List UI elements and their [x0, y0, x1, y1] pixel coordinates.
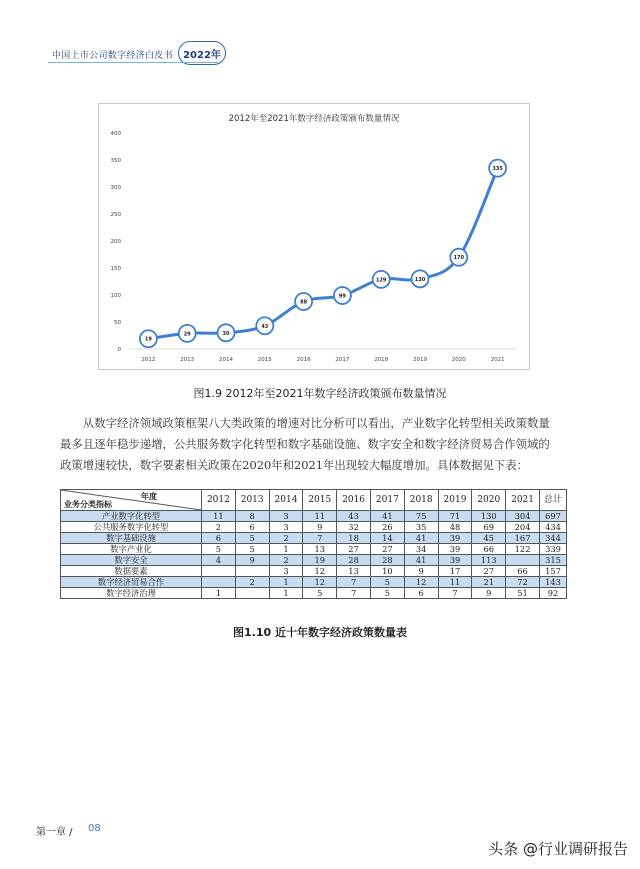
table-cell: 1: [269, 544, 303, 555]
table-cell: 6: [235, 522, 269, 533]
row-total: 315: [539, 555, 566, 566]
table-corner-cell: [61, 490, 202, 511]
y-tick-label: 50: [114, 320, 121, 326]
data-label: 43: [261, 323, 269, 330]
table-cell: 66: [506, 566, 540, 577]
table-cell: 43: [337, 511, 371, 522]
row-total: 92: [539, 588, 566, 599]
table-cell: 27: [370, 544, 404, 555]
table-cell: 3: [269, 522, 303, 533]
x-tick-label: 2014: [219, 357, 233, 363]
data-label: 130: [414, 276, 426, 283]
table-cell: 3: [269, 511, 303, 522]
x-tick-label: 2020: [451, 357, 466, 363]
table-cell: 72: [506, 577, 540, 588]
row-total: 697: [539, 511, 566, 522]
year-header: 2016: [337, 490, 371, 511]
table-cell: 130: [472, 511, 506, 522]
y-tick-label: 250: [110, 212, 121, 218]
watermark: 头条 @行业调研报告: [488, 840, 628, 858]
data-label: 335: [492, 166, 503, 173]
table-cell: 10: [370, 566, 404, 577]
table-cell: 18: [337, 533, 371, 544]
y-tick-label: 350: [110, 158, 121, 164]
corner-year-label: 年度: [141, 491, 157, 501]
row-category: 数字经济治理: [61, 588, 202, 599]
y-tick-label: 300: [110, 185, 121, 191]
table-cell: 21: [472, 577, 506, 588]
table-cell: 13: [337, 566, 371, 577]
data-label: 99: [338, 293, 346, 300]
table-cell: 5: [235, 533, 269, 544]
year-header: 2015: [303, 490, 337, 511]
table-cell: 41: [404, 533, 438, 544]
table-cell: 75: [404, 511, 438, 522]
table-cell: 7: [337, 577, 371, 588]
table-cell: 48: [438, 522, 472, 533]
year-header: 2014: [269, 490, 303, 511]
header-title: 中国上市公司数字经济白皮书: [52, 51, 173, 61]
year-header: 2012: [202, 490, 236, 511]
table-cell: 66: [472, 544, 506, 555]
table-cell: 35: [404, 522, 438, 533]
table-cell: 9: [472, 588, 506, 599]
table-cell: 2: [269, 533, 303, 544]
paragraph-line: 政策增速较快，数字要素相关政策在2020年和2021年出现较大幅度增加。具体数据见下表：: [60, 458, 529, 472]
y-tick-label: 200: [110, 239, 121, 245]
table-cell: 39: [438, 533, 472, 544]
table-cell: 39: [438, 555, 472, 566]
table-cell: 12: [303, 566, 337, 577]
table-header-row: [61, 490, 567, 511]
paragraph-line: 从数字经济领域政策框架八大类政策的增速对比分析可以看出，产业数字化转型相关政策数量: [82, 416, 550, 430]
table-cell: 32: [337, 522, 371, 533]
table-cell: [235, 566, 269, 577]
table-cell: 14: [370, 533, 404, 544]
table-cell: 2: [269, 555, 303, 566]
table-cell: 5: [370, 577, 404, 588]
x-tick-label: 2021: [490, 357, 505, 363]
y-tick-label: 400: [110, 131, 121, 137]
row-category: 公共服务数字化转型: [61, 522, 202, 533]
figure-caption-1: 图1.9 2012年至2021年数字经济政策颁布数量情况: [193, 387, 447, 400]
table-cell: 9: [404, 566, 438, 577]
total-header: 总计: [539, 490, 566, 511]
table-cell: 13: [303, 544, 337, 555]
table-row: [61, 566, 567, 577]
table-cell: 5: [370, 588, 404, 599]
table-cell: 41: [404, 555, 438, 566]
x-tick-label: 2018: [374, 357, 389, 363]
table-cell: 304: [506, 511, 540, 522]
table-cell: 26: [370, 522, 404, 533]
table-cell: 2: [235, 577, 269, 588]
x-tick-label: 2015: [257, 357, 272, 363]
table-cell: 7: [337, 588, 371, 599]
table-row: [61, 533, 567, 544]
paragraph-line: 最多且逐年稳步递增，公共服务数字化转型和数字基础设施、数字安全和数字经济贸易合作领域的: [60, 437, 550, 451]
table-cell: 113: [472, 555, 506, 566]
year-header: 2020: [472, 490, 506, 511]
table-row: [61, 522, 567, 533]
data-label: 29: [183, 331, 191, 338]
chart-title: 2012年至2021年数字经济政策颁布数量情况: [228, 114, 400, 124]
table-row: [61, 511, 567, 522]
table-cell: 5: [235, 544, 269, 555]
data-label: 170: [453, 255, 465, 262]
table-cell: 11: [303, 511, 337, 522]
table-cell: 17: [438, 566, 472, 577]
table-cell: 34: [404, 544, 438, 555]
table-cell: 71: [438, 511, 472, 522]
table-cell: [202, 566, 236, 577]
table-body: [61, 511, 567, 599]
table-row: [61, 555, 567, 566]
table-cell: 6: [404, 588, 438, 599]
row-category: 数字经济贸易合作: [61, 577, 202, 588]
x-tick-label: 2017: [335, 357, 350, 363]
year-header: 2018: [404, 490, 438, 511]
table-cell: [202, 577, 236, 588]
row-total: 434: [539, 522, 566, 533]
row-total: 344: [539, 533, 566, 544]
year-header: 2021: [506, 490, 540, 511]
row-category: 数字产业化: [61, 544, 202, 555]
table-cell: 1: [269, 577, 303, 588]
row-total: 339: [539, 544, 566, 555]
table-cell: 11: [202, 511, 236, 522]
table-cell: 6: [202, 533, 236, 544]
table-cell: 4: [202, 555, 236, 566]
table-cell: 1: [269, 588, 303, 599]
year-header: 2013: [235, 490, 269, 511]
table-cell: 5: [202, 544, 236, 555]
policy-count-table: [60, 489, 567, 599]
table-row: [61, 544, 567, 555]
body-paragraph: [60, 413, 580, 476]
series-line: [148, 168, 497, 339]
y-tick-label: 150: [110, 266, 121, 272]
table-cell: 41: [370, 511, 404, 522]
x-tick-label: 2012: [141, 357, 156, 363]
table-cell: 8: [235, 511, 269, 522]
row-total: 143: [539, 577, 566, 588]
row-category: 产业数字化转型: [61, 511, 202, 522]
table-row: [61, 588, 567, 599]
row-category: 数据要素: [61, 566, 202, 577]
table-cell: 7: [303, 533, 337, 544]
footer-page-number: 08: [88, 823, 101, 834]
table-cell: 204: [506, 522, 540, 533]
table-cell: 27: [337, 544, 371, 555]
year-header: 2019: [438, 490, 472, 511]
header-rule: [48, 62, 218, 63]
table-cell: 27: [472, 566, 506, 577]
table-cell: 3: [269, 566, 303, 577]
table-cell: 9: [235, 555, 269, 566]
table-cell: 122: [506, 544, 540, 555]
table-cell: 19: [303, 555, 337, 566]
table-cell: 11: [438, 577, 472, 588]
policy-line-chart: [98, 103, 530, 370]
table-cell: 1: [202, 588, 236, 599]
row-total: 157: [539, 566, 566, 577]
table-cell: 28: [337, 555, 371, 566]
x-tick-label: 2019: [413, 357, 427, 363]
table-cell: 9: [303, 522, 337, 533]
row-category: 数字基础设施: [61, 533, 202, 544]
table-cell: 12: [404, 577, 438, 588]
x-tick-label: 2016: [296, 357, 311, 363]
table-cell: 12: [303, 577, 337, 588]
table-cell: 45: [472, 533, 506, 544]
footer-chapter: 第一章 /: [36, 827, 73, 838]
data-label: 30: [222, 330, 230, 337]
table-cell: 7: [438, 588, 472, 599]
year-header: 2017: [370, 490, 404, 511]
header-year-badge: 2022年: [178, 41, 226, 65]
table-cell: 2: [202, 522, 236, 533]
table-row: [61, 577, 567, 588]
data-label: 129: [375, 277, 387, 284]
table-cell: 28: [370, 555, 404, 566]
table-cell: 69: [472, 522, 506, 533]
chart-canvas: [99, 104, 529, 369]
data-label: 88: [300, 299, 308, 306]
table-cell: 39: [438, 544, 472, 555]
y-tick-label: 0: [117, 347, 121, 353]
x-tick-label: 2013: [180, 357, 195, 363]
table-cell: [506, 555, 540, 566]
table-cell: 51: [506, 588, 540, 599]
figure-caption-2: 图1.10 近十年数字经济政策数量表: [233, 626, 407, 639]
y-tick-label: 100: [110, 293, 121, 299]
table-cell: 5: [303, 588, 337, 599]
table-cell: 167: [506, 533, 540, 544]
table-cell: [235, 588, 269, 599]
corner-category-label: 业务分类指标: [64, 499, 112, 509]
data-label: 19: [144, 336, 152, 343]
row-category: 数字安全: [61, 555, 202, 566]
